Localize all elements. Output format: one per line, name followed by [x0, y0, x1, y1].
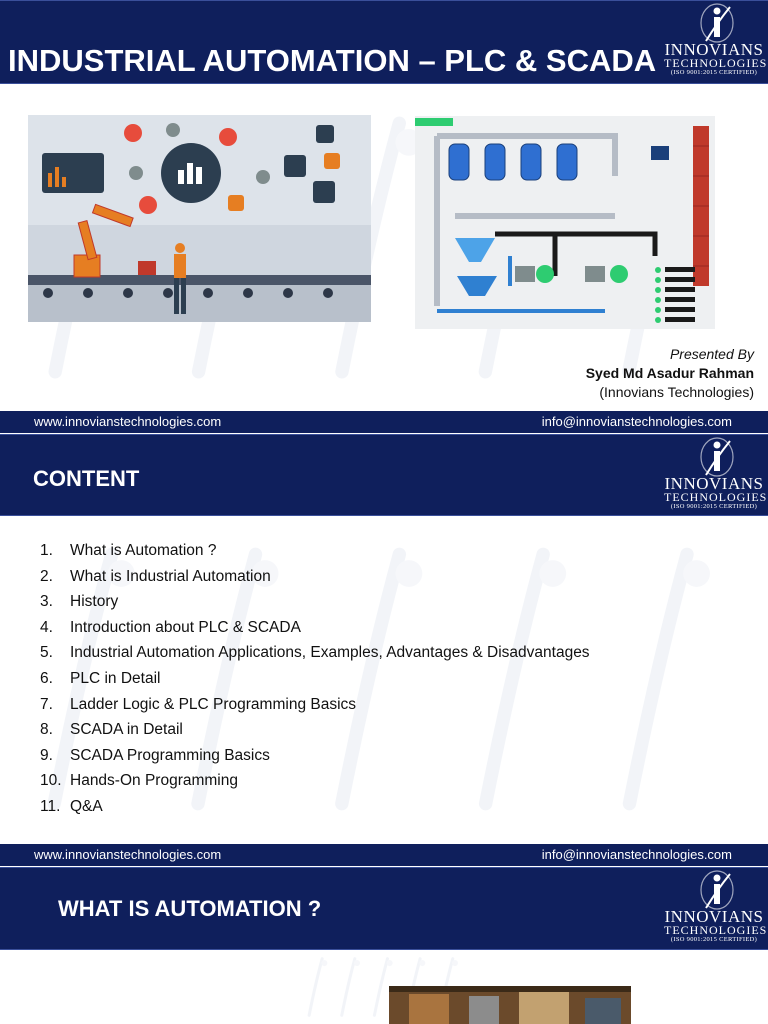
logo-brand: INNOVIANS: [664, 474, 764, 493]
slide2-footer: [0, 844, 768, 866]
list-item: 10. Hands-On Programming: [40, 772, 238, 790]
slide2-header: [0, 434, 768, 516]
footer-email-link[interactable]: info@innovianstechnologies.com: [541, 847, 732, 862]
list-item: 9. SCADA Programming Basics: [40, 746, 270, 764]
list-item: 8. SCADA in Detail: [40, 721, 183, 739]
slide3-header: [0, 867, 768, 950]
logo-sub: TECHNOLOGIES: [664, 923, 768, 937]
footer-website-link[interactable]: www.innovianstechnologies.com: [34, 414, 222, 429]
list-item: 3. History: [40, 593, 119, 611]
innovians-logo-icon: [700, 870, 734, 910]
logo-brand: INNOVIANS: [664, 40, 764, 59]
list-item: 5. Industrial Automation Applications, Examples, Advantages & Disadvantages: [40, 644, 590, 662]
list-item: 2. What is Industrial Automation: [40, 567, 271, 585]
innovians-logo: [664, 3, 768, 77]
list-item: 4. Introduction about PLC & SCADA: [40, 618, 301, 636]
slide2-title: CONTENT: [33, 466, 140, 491]
footer-website-link[interactable]: www.innovianstechnologies.com: [34, 847, 222, 862]
slide3-title: WHAT IS AUTOMATION ?: [58, 896, 322, 921]
background-watermark: [0, 950, 768, 1024]
presenter-block: [586, 345, 754, 402]
innovians-logo: [664, 437, 768, 511]
factory-photo: [389, 986, 631, 1024]
industry-illustration: [28, 115, 371, 322]
logo-cert: (ISO 9001:2015 CERTIFIED): [670, 69, 758, 76]
list-item: 6. PLC in Detail: [40, 669, 161, 687]
slide1-footer: [0, 411, 768, 433]
list-item: 11. Q&A: [40, 797, 103, 815]
list-item: 7. Ladder Logic & PLC Programming Basics: [40, 695, 357, 713]
logo-sub: TECHNOLOGIES: [664, 490, 768, 504]
slide1-header: [0, 0, 768, 84]
logo-cert: (ISO 9001:2015 CERTIFIED): [670, 936, 758, 943]
presenter-org: (Innovians Technologies): [599, 384, 754, 400]
logo-sub: TECHNOLOGIES: [664, 56, 768, 70]
innovians-logo-icon: [700, 3, 734, 43]
innovians-logo-icon: [700, 437, 734, 477]
list-item: 1. What is Automation ?: [40, 542, 217, 559]
content-list: [40, 538, 590, 820]
presenter-name: Syed Md Asadur Rahman: [585, 365, 754, 381]
logo-brand: INNOVIANS: [664, 907, 764, 926]
scada-diagram: [415, 116, 715, 329]
presented-by-label: Presented By: [669, 346, 754, 362]
innovians-logo: [664, 870, 768, 944]
logo-cert: (ISO 9001:2015 CERTIFIED): [670, 503, 758, 510]
footer-email-link[interactable]: info@innovianstechnologies.com: [541, 414, 732, 429]
slide1-title: INDUSTRIAL AUTOMATION – PLC & SCADA: [8, 43, 657, 78]
